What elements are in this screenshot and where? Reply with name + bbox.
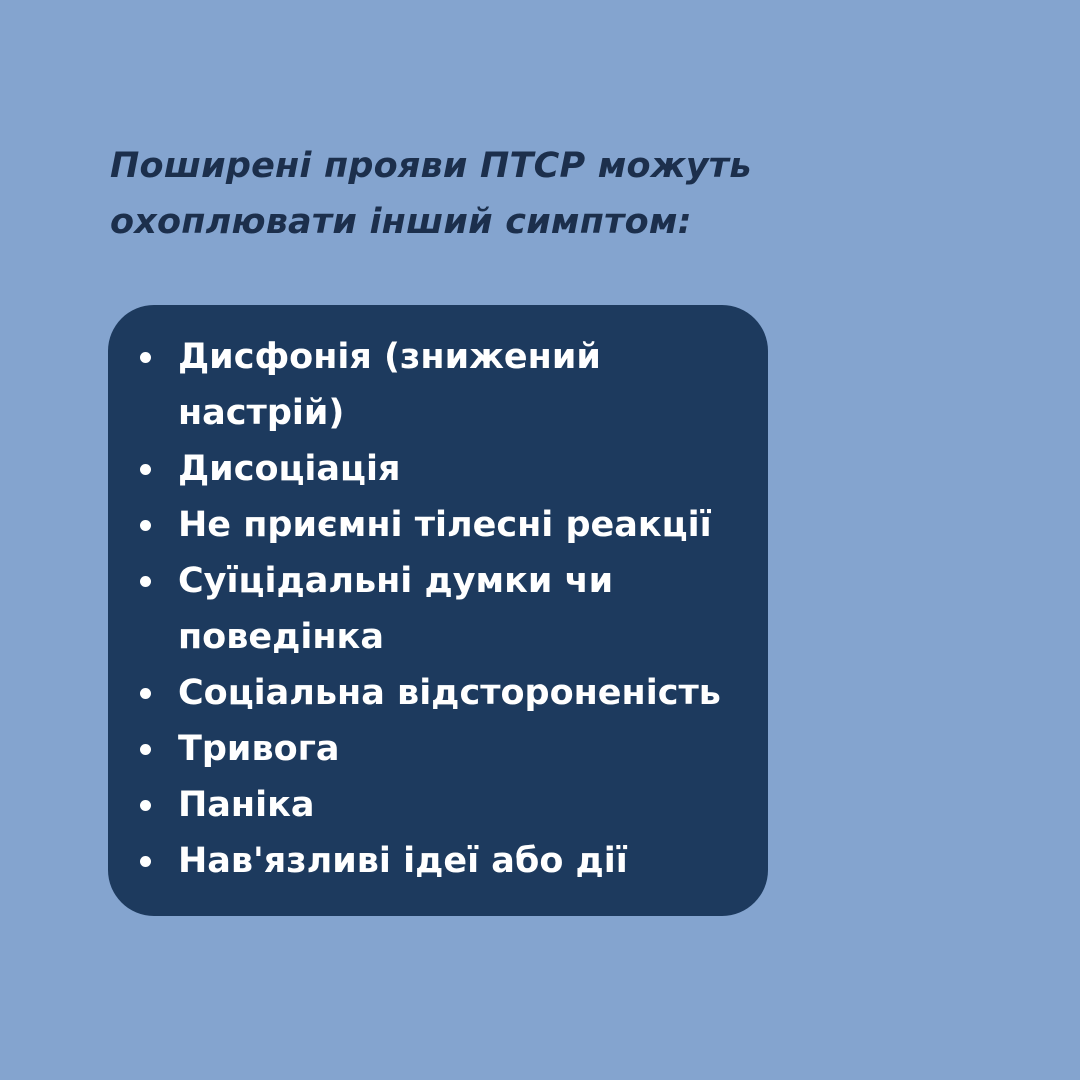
list-item-text: Не приємні тілесні реакції <box>178 505 712 545</box>
page-title-line-2: охоплювати інший симптом: <box>110 202 692 242</box>
list-item-text-continued: поведінка <box>178 617 384 657</box>
page-title <box>110 138 810 250</box>
list-item-text: Паніка <box>178 785 315 825</box>
list-item-social-withdrawal <box>138 665 758 721</box>
list-item-body-reactions <box>138 497 758 553</box>
bullet-icon <box>140 856 151 867</box>
bullet-icon <box>140 352 151 363</box>
list-item-text: Суїцідальні думки чи <box>178 561 614 601</box>
bullet-icon <box>140 688 151 699</box>
list-item-anxiety <box>138 721 758 777</box>
bullet-icon <box>140 576 151 587</box>
symptoms-list <box>138 329 758 889</box>
list-item-text: Соціальна відстороненість <box>178 673 721 713</box>
list-item-text: Дисоціація <box>178 449 401 489</box>
bullet-icon <box>140 520 151 531</box>
list-item-text-continued: настрій) <box>178 393 345 433</box>
list-item-dissociation <box>138 441 758 497</box>
list-item-dysphonia <box>138 329 758 441</box>
list-item-panic <box>138 777 758 833</box>
bullet-icon <box>140 464 151 475</box>
page-title-line-1: Поширені прояви ПТСР можуть <box>110 146 752 186</box>
list-item-obsessions <box>138 833 758 889</box>
list-item-suicidal-thoughts <box>138 553 758 665</box>
list-item-text: Нав'язливі ідеї або дії <box>178 841 628 881</box>
list-item-text: Дисфонія (знижений <box>178 337 601 377</box>
bullet-icon <box>140 744 151 755</box>
list-item-text: Тривога <box>178 729 340 769</box>
symptoms-card <box>108 305 768 916</box>
bullet-icon <box>140 800 151 811</box>
